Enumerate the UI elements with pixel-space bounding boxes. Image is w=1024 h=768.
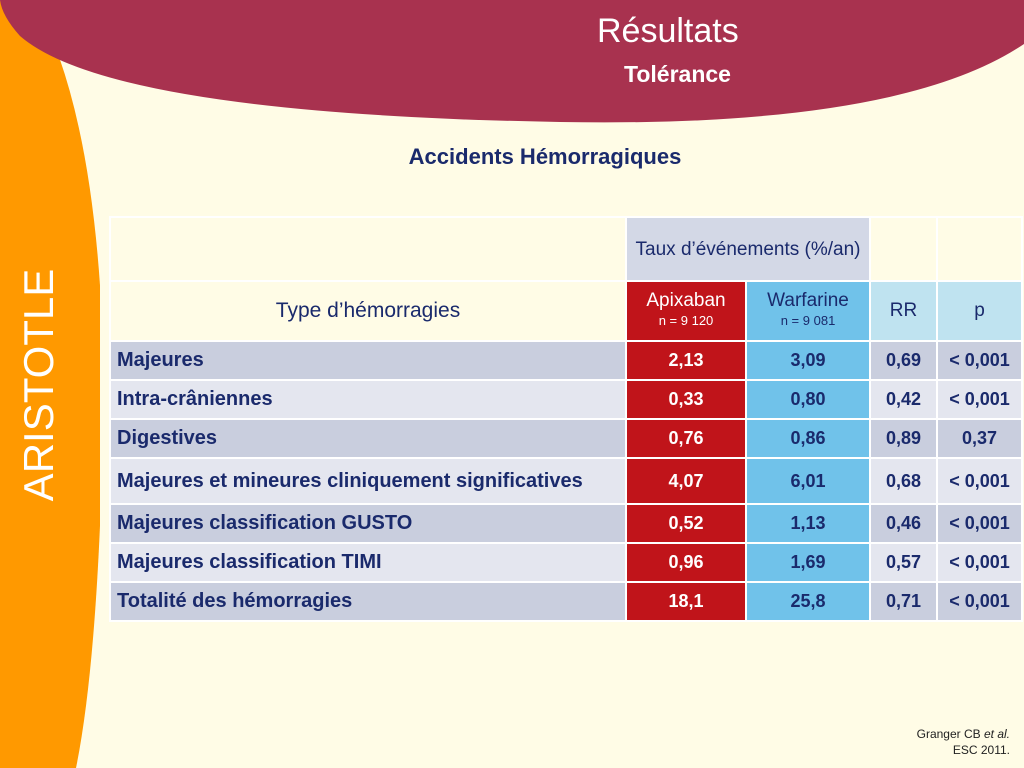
warfarine-value: 1,69 (746, 543, 870, 582)
p-value: < 0,001 (937, 504, 1022, 543)
apixaban-value: 18,1 (626, 582, 746, 621)
apixaban-label: Apixaban (646, 290, 726, 311)
warfarine-column-header (746, 281, 870, 341)
bleeding-results-table (109, 216, 1023, 622)
row-label: Majeures et mineures cliniquement significatives (110, 458, 626, 504)
apixaban-column-header (626, 281, 746, 341)
p-value: < 0,001 (937, 341, 1022, 380)
reference-footer (917, 726, 1010, 758)
p-value: < 0,001 (937, 543, 1022, 582)
row-label: Digestives (110, 419, 626, 458)
reference-author: Granger CB (916, 727, 981, 741)
table-title: Accidents Hémorragiques (408, 144, 682, 169)
header-band (0, 0, 1024, 125)
warfarine-n: n = 9 081 (780, 313, 836, 328)
row-label: Majeures classification TIMI (110, 543, 626, 582)
slide-title: Résultats (597, 12, 739, 50)
warfarine-value: 1,13 (746, 504, 870, 543)
warfarine-value: 0,80 (746, 380, 870, 419)
type-column-header: Type d’hémorragies (110, 281, 626, 341)
header-empty-cell (870, 217, 937, 281)
rr-value: 0,46 (870, 504, 937, 543)
table-row (110, 380, 1022, 419)
apixaban-value: 0,33 (626, 380, 746, 419)
p-value: < 0,001 (937, 458, 1022, 504)
rr-value: 0,69 (870, 341, 937, 380)
reference-etal: et al. (983, 727, 1010, 741)
table-row (110, 582, 1022, 621)
table-row (110, 543, 1022, 582)
warfarine-value: 6,01 (746, 458, 870, 504)
apixaban-value: 0,76 (626, 419, 746, 458)
rr-value: 0,57 (870, 543, 937, 582)
row-label: Majeures (110, 341, 626, 380)
rr-value: 0,42 (870, 380, 937, 419)
slide-subtitle: Tolérance (624, 61, 731, 87)
apixaban-value: 2,13 (626, 341, 746, 380)
reference-author-line (917, 726, 1010, 742)
rr-column-header: RR (870, 281, 937, 341)
warfarine-value: 0,86 (746, 419, 870, 458)
apixaban-value: 4,07 (626, 458, 746, 504)
apixaban-value: 0,96 (626, 543, 746, 582)
p-value: 0,37 (937, 419, 1022, 458)
rr-value: 0,89 (870, 419, 937, 458)
apixaban-n: n = 9 120 (658, 313, 714, 328)
p-value: < 0,001 (937, 582, 1022, 621)
p-value: < 0,001 (937, 380, 1022, 419)
row-label: Majeures classification GUSTO (110, 504, 626, 543)
rr-value: 0,68 (870, 458, 937, 504)
warfarine-value: 25,8 (746, 582, 870, 621)
table-row (110, 419, 1022, 458)
table-row (110, 458, 1022, 504)
apixaban-value: 0,52 (626, 504, 746, 543)
event-rate-header: Taux d’événements (%/an) (626, 217, 870, 281)
p-column-header: p (937, 281, 1022, 341)
study-name: ARISTOTLE (15, 268, 62, 502)
warfarine-value: 3,09 (746, 341, 870, 380)
rr-value: 0,71 (870, 582, 937, 621)
table-row (110, 504, 1022, 543)
header-empty-cell (110, 217, 626, 281)
table-row (110, 341, 1022, 380)
reference-source: ESC 2011. (952, 743, 1010, 757)
header-empty-cell (937, 217, 1022, 281)
row-label: Intra-crâniennes (110, 380, 626, 419)
row-label: Totalité des hémorragies (110, 582, 626, 621)
warfarine-label: Warfarine (767, 290, 849, 311)
